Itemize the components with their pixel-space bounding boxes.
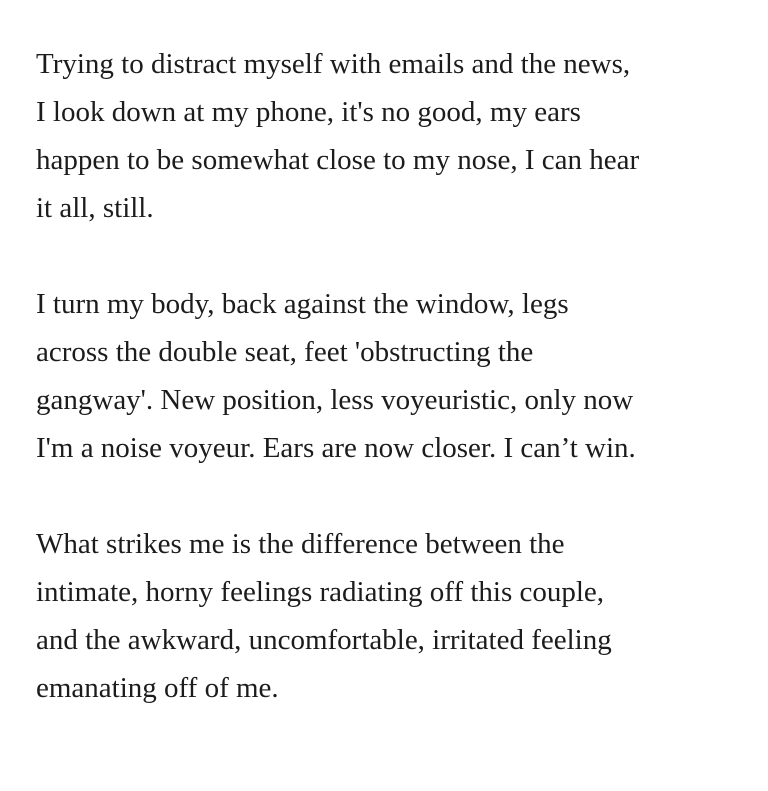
paragraph-2 [36,280,736,472]
paragraph-line: gangway'. New position, less voyeuristic, only now [36,384,634,416]
paragraph-line: What strikes me is the difference between the [36,528,565,560]
paragraph-line: I'm a noise voyeur. Ears are now closer. I can’t win. [36,432,636,464]
paragraph-line: happen to be somewhat close to my nose, I can hear [36,144,640,176]
paragraph-line: it all, still. [36,192,154,224]
paragraph-line: intimate, horny feelings radiating off this couple, [36,576,605,608]
paragraph-line: Trying to distract myself with emails and the news, [36,48,631,80]
paragraph-line: I look down at my phone, it's no good, my ears [36,96,581,128]
paragraph-3 [36,520,736,712]
paragraph-line: across the double seat, feet 'obstructing the [36,336,534,368]
paragraph-line: I turn my body, back against the window, legs [36,288,569,320]
paragraph-line: and the awkward, uncomfortable, irritated feeling [36,624,612,656]
article-body [36,40,736,760]
paragraph-1 [36,40,736,232]
paragraph-line: emanating off of me. [36,672,279,704]
